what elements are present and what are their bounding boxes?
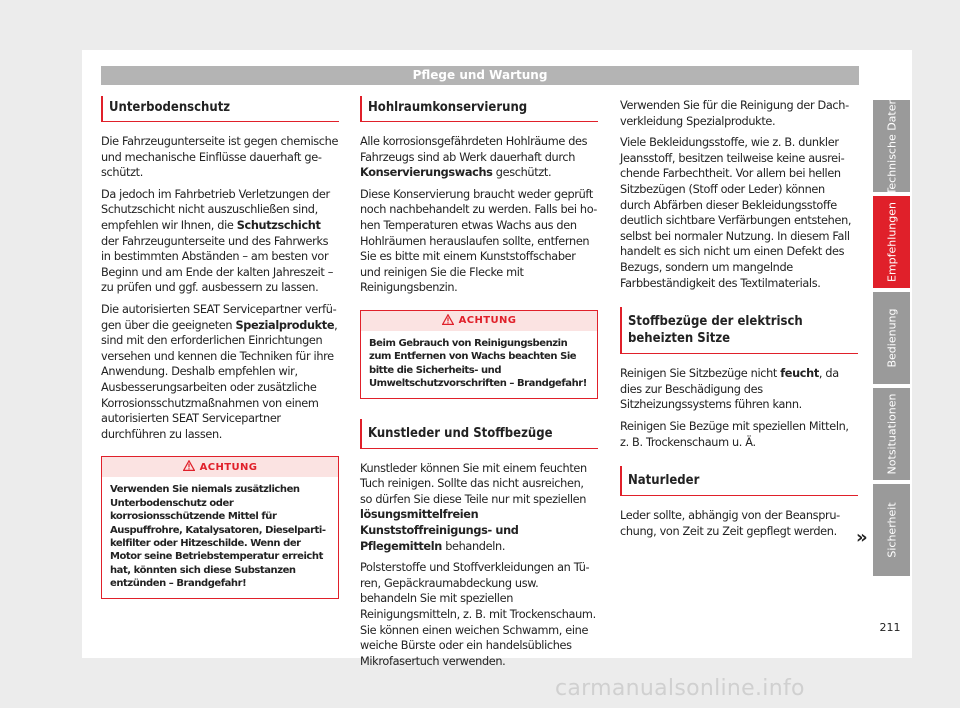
section-title-beheizte-sitze: Stoffbezüge der elektrisch beheizten Sitze — [620, 307, 858, 354]
warning-label: ACHTUNG — [199, 461, 258, 473]
watermark: carmanualsonline.info — [555, 676, 805, 701]
warning-box — [101, 456, 339, 598]
paragraph: Die Fahrzeugunterseite ist gegen chemische und mechanische Einflüsse dauerhaft geschützt. — [101, 135, 339, 180]
page-number: 211 — [879, 621, 901, 634]
warning-box — [360, 310, 598, 399]
paragraph: Reinigen Sie Sitzbezüge nicht feucht, da dies zur Beschädigung des Sitzheizungssystems führen kann. — [620, 367, 839, 412]
column-2 — [360, 96, 598, 669]
warning-triangle-icon — [183, 460, 195, 474]
side-tabs — [873, 97, 910, 580]
chapter-header: Pflege und Wartung — [101, 66, 859, 85]
tab-empfehlungen[interactable]: Empfehlungen — [873, 196, 910, 288]
column-1 — [101, 96, 339, 599]
warning-label: ACHTUNG — [458, 315, 517, 327]
paragraph: Diese Konservierung braucht weder geprüft noch nachbehandelt zu werden. Falls bei hohen Temperaturen etwas Wachs aus den Hohlräumen herauslaufen sollte, entfernen Sie es bitte mit einem Kunststoffschaber und reinigen Sie die Flecke mit Reinigungsbenzin. — [360, 187, 598, 295]
paragraph: Polsterstoffe und Stoffverkleidungen an Türen, Gepäckraumabdeckung usw. behandeln Sie mit speziellen Reinigungsmitteln, z. B. mit Trockenschaum. Sie können einen weichen Schwamm, eine weiche Bürste oder ein handelsübliches Mikrofasertuch verwenden. — [360, 561, 596, 668]
section-title-kunstleder: Kunstleder und Stoffbezüge — [360, 419, 598, 449]
column-3 — [620, 96, 858, 539]
section-title-hohlraumkonservierung: Hohlraumkonservierung — [360, 96, 598, 122]
section-title-unterbodenschutz: Unterbodenschutz — [101, 96, 339, 122]
paragraph: Alle korrosionsgefährdeten Hohlräume des Fahrzeugs sind ab Werk dauerhaft durch Konservierungswachs geschützt. — [360, 135, 588, 180]
paragraph: Da jedoch im Fahrbetrieb Verletzungen der Schutzschicht nicht auszuschließen sind, empfehlen wir Ihnen, die Schutzschicht der Fahrzeugunterseite und des Fahrwerks in bestimmten Abständen – am besten vor Beginn und am Ende der kalten Jahreszeit – zu prüfen und ggf. ausbessern zu lassen. — [101, 187, 334, 295]
tab-sicherheit[interactable]: Sicherheit — [873, 484, 910, 576]
tab-bedienung[interactable]: Bedienung — [873, 292, 910, 384]
tab-technische-daten[interactable]: Technische Daten — [873, 100, 910, 192]
paragraph: Reinigen Sie Bezüge mit speziellen Mitteln, z. B. Trockenschaum u. Ä. — [620, 419, 849, 449]
paragraph: Leder sollte, abhängig von der Beanspruchung, von Zeit zu Zeit gepflegt werden. — [620, 509, 841, 538]
tab-notsituationen[interactable]: Notsituationen — [873, 388, 910, 480]
warning-header — [361, 311, 597, 331]
warning-header — [102, 457, 338, 477]
warning-text: Beim Gebrauch von Reinigungsbenzin zum Entfernen von Wachs beachten Sie bitte die Sicherheits- und Umweltschutzvorschriften – Brandgefahr! — [369, 337, 587, 390]
warning-triangle-icon — [442, 314, 454, 328]
next-page-marker: » — [856, 527, 868, 548]
paragraph: Viele Bekleidungsstoffe, wie z. B. dunkler Jeansstoff, besitzen teilweise keine ausreichende Farbechtheit. Vor allem bei hellen Sitzbezügen (Stoff oder Leder) können durch Abfärben dieser Bekleidungsstoffe deutlich sichtbare Verfärbungen entstehen, selbst bei normaler Nutzung. In diesem Fall handelt es sich nicht um einen Defekt des Bezugs, sondern um mangelnde Farbbeständigkeit des Textilmaterials. — [620, 136, 852, 290]
warning-text: Verwenden Sie niemals zusätzlichen Unterbodenschutz oder korrosionsschützende Mittel für Auspuffrohre, Katalysatoren, Dieselpartikelfilter oder Hitzeschilde. Wenn der Motor seine Betriebstemperatur erreicht hat, könnten sich diese Substanzen entzünden – Brandgefahr! — [110, 484, 327, 590]
section-title-naturleder: Naturleder — [620, 466, 858, 496]
paragraph: Kunstleder können Sie mit einem feuchten Tuch reinigen. Sollte das nicht ausreichen, so dürfen Sie diese Teile nur mit speziellen lösungsmittelfreien Kunststoffreinigungs- und Pflegemitteln behandeln. — [360, 461, 587, 553]
paragraph: Die autorisierten SEAT Servicepartner verfügen über die geeigneten Spezialprodukte, sind mit den erforderlichen Einrichtungen versehen und kennen die Techniken für ihre Anwendung. Deshalb empfehlen wir, Ausbesserungsarbeiten oder zusätzliche Korrosionsschutzmaßnahmen von einem autorisierten SEAT Servicepartner durchführen zu lassen. — [101, 302, 338, 441]
paragraph: Verwenden Sie für die Reinigung der Dachverkleidung Spezialprodukte. — [620, 99, 850, 128]
